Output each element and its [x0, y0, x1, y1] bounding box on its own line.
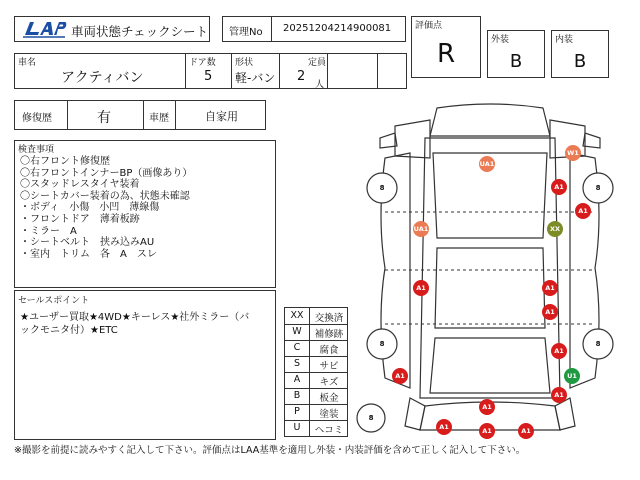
legend-code: W [292, 326, 302, 337]
legend-code: C [293, 342, 301, 353]
damage-marker: A1 [413, 280, 429, 296]
inspection-item: ・ミラー A [20, 225, 77, 237]
sales-points-line-1: ★ユーザー買取★4WD★キーレス★社外ミラー（バ [20, 312, 250, 323]
damage-marker: A1 [479, 399, 495, 415]
inspection-item: ・シートベルト 挟み込みAU [20, 237, 155, 249]
damage-marker: W1 [565, 145, 581, 161]
shape-value: 軽-バン [235, 71, 276, 85]
damage-marker: XX [547, 221, 563, 237]
damage-marker: UA1 [413, 221, 429, 237]
legend-meaning: サビ [319, 361, 339, 372]
overall-score-label: 評価点 [415, 21, 443, 31]
damage-marker: A1 [392, 368, 408, 384]
tire-depth-front-right: 8 [595, 184, 601, 192]
header-title-box [14, 16, 210, 42]
inspection-list [20, 156, 192, 260]
legend-code: P [294, 406, 300, 417]
damage-marker: A1 [479, 423, 495, 439]
repair-history-value: 有 [97, 110, 111, 126]
usage-history-value: 自家用 [205, 110, 238, 123]
inspection-item: ・室内 トリム 各 A スレ [20, 248, 157, 260]
damage-marker: A1 [518, 423, 534, 439]
damage-marker: A1 [575, 203, 591, 219]
usage-history-label: 車歴 [149, 113, 169, 124]
tire-depth-rear-left: 8 [379, 340, 385, 348]
inspection-item: ・ボディ 小傷 小凹 薄線傷 [20, 202, 160, 214]
interior-score-label: 内装 [555, 35, 574, 45]
inspection-item: 〇シートカバー装着の為、状態未確認 [20, 190, 190, 202]
logo [21, 19, 67, 43]
doors-label: ドア数 [189, 58, 216, 68]
repair-history-label: 修復歴 [22, 113, 52, 124]
damage-marker: A1 [551, 387, 567, 403]
management-no-label: 管理No [229, 27, 263, 38]
capacity-unit: 人 [315, 80, 325, 90]
sheet-title: 車両状態チェックシート [71, 24, 209, 39]
interior-score-box [551, 30, 609, 78]
damage-marker: A1 [542, 304, 558, 320]
legend-meaning: 塗装 [319, 409, 339, 420]
legend-meaning: 補修跡 [314, 329, 344, 340]
sales-points-label: セールスポイント [18, 296, 90, 306]
damage-marker: A1 [551, 179, 567, 195]
sales-points-box [14, 290, 276, 440]
exterior-score-value: B [509, 51, 523, 72]
legend-meaning: 板金 [319, 393, 339, 404]
legend-meaning: ヘコミ [314, 425, 344, 436]
vehicle-diagram [355, 98, 625, 440]
legend-code: B [293, 390, 301, 401]
damage-marker: A1 [551, 343, 567, 359]
management-no-box [222, 16, 406, 42]
legend-code: XX [290, 310, 304, 321]
inspection-item: 〇右フロントインナーBP（画像あり） [20, 167, 193, 179]
logo-text [21, 19, 23, 20]
damage-marker: U1 [564, 368, 580, 384]
tire-depth-spare: 8 [368, 414, 374, 422]
inspection-box [14, 140, 276, 288]
legend-code: A [293, 374, 301, 385]
exterior-score-label: 外装 [491, 35, 510, 45]
legend-meaning: 腐食 [319, 345, 339, 356]
vehicle-info-box [14, 53, 407, 89]
legend-meaning: キズ [319, 377, 339, 388]
inspection-item: ・フロントドア 薄着板跡 [20, 213, 140, 225]
legend-meaning: 交換済 [314, 313, 344, 324]
damage-marker: A1 [436, 419, 452, 435]
interior-score-value: B [573, 51, 587, 72]
tire-depth-rear-right: 8 [595, 340, 601, 348]
exterior-score-box [487, 30, 545, 78]
inspection-label: 検査事項 [18, 145, 55, 155]
legend-code: S [293, 358, 301, 369]
overall-score-value: R [436, 39, 456, 69]
footer-note: ※撮影を前提に読みやすく記入して下さい。評価点はLAA基準を適用し外装・内装評価を含めて正しく記入して下さい。 [14, 445, 526, 456]
sales-points-line-2: ックモニタ付）★ETC [20, 325, 118, 336]
tire-depth-front-left: 8 [379, 184, 385, 192]
shape-label: 形状 [235, 58, 254, 68]
management-no-value: 20251204214900081 [283, 23, 392, 34]
overall-score-box [411, 16, 481, 78]
damage-marker: A1 [542, 280, 558, 296]
legend-table [284, 307, 348, 437]
laa-logo-icon [21, 19, 67, 39]
capacity-value: 2 [297, 69, 306, 84]
doors-value: 5 [204, 69, 213, 84]
capacity-label: 定員 [308, 58, 327, 68]
inspection-item: 〇スタッドレスタイヤ装着 [20, 179, 140, 191]
car-name-label: 車名 [18, 58, 37, 68]
legend-code: U [293, 422, 301, 433]
history-box [14, 100, 266, 130]
inspection-item: 〇右フロント修復歴 [20, 156, 110, 167]
car-name-value: アクティバン [61, 70, 144, 86]
damage-marker: UA1 [479, 156, 495, 172]
